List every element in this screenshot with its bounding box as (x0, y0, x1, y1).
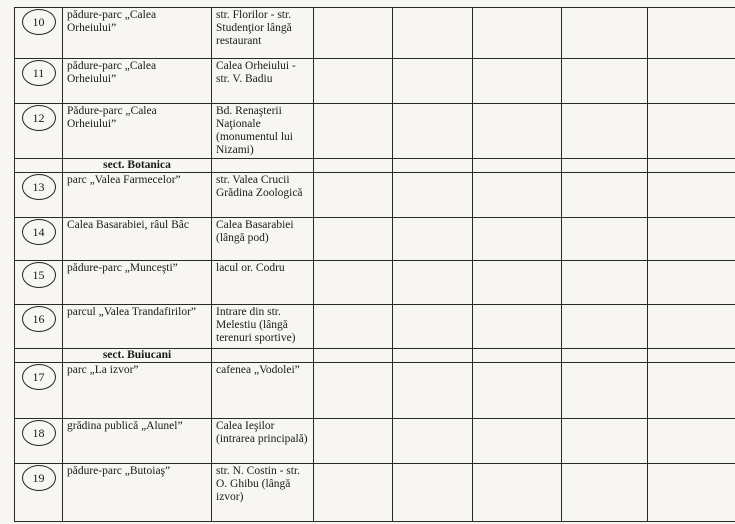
circled-number: 17 (22, 364, 56, 390)
empty-cell (473, 363, 562, 419)
location: str. N. Costin - str. O. Ghibu (lângă izvor) (212, 464, 314, 522)
parks-table (14, 7, 735, 522)
empty-cell (562, 173, 648, 218)
empty-cell (648, 464, 735, 522)
empty-cell (473, 8, 562, 59)
empty-cell (393, 261, 473, 305)
table-body (15, 8, 735, 522)
empty-cell (648, 261, 735, 305)
table-row (15, 305, 735, 349)
empty-cell (393, 104, 473, 159)
row-number-cell (15, 173, 63, 218)
table-row (15, 8, 735, 59)
park-name: Pădure-parc „Calea Orheiului” (63, 104, 212, 159)
section-row (15, 159, 735, 173)
empty-cell (473, 218, 562, 261)
empty-cell (314, 363, 393, 419)
location: lacul or. Codru (212, 261, 314, 305)
empty-cell (393, 218, 473, 261)
park-name: parcul „Valea Trandafirilor” (63, 305, 212, 349)
empty-cell (648, 8, 735, 59)
location: Calea Ieşilor (intrarea principală) (212, 419, 314, 464)
row-number-cell (15, 261, 63, 305)
empty-cell (562, 363, 648, 419)
park-name: Calea Basarabiei, râul Bâc (63, 218, 212, 261)
empty-cell (314, 419, 393, 464)
location: Calea Orheiului - str. V. Badiu (212, 59, 314, 104)
empty-cell (393, 419, 473, 464)
empty-cell (562, 305, 648, 349)
empty-cell (473, 159, 562, 173)
empty-cell (314, 464, 393, 522)
table-row (15, 464, 735, 522)
empty-cell (393, 349, 473, 363)
empty-cell (314, 305, 393, 349)
circled-number: 11 (22, 60, 56, 86)
row-number-cell (15, 218, 63, 261)
park-name: parc „Valea Farmecelor” (63, 173, 212, 218)
circled-number: 16 (22, 306, 56, 332)
circled-number: 12 (22, 105, 56, 131)
empty-cell (473, 261, 562, 305)
empty-cell (393, 8, 473, 59)
empty-cell (314, 59, 393, 104)
empty-cell (393, 173, 473, 218)
park-name: pădure-parc „Calea Orheiului” (63, 59, 212, 104)
row-number-cell (15, 305, 63, 349)
location: str. Florilor - str. Studenţior lângă restaurant (212, 8, 314, 59)
empty-cell (15, 159, 63, 173)
empty-cell (562, 104, 648, 159)
empty-cell (648, 218, 735, 261)
empty-cell (648, 363, 735, 419)
section-row (15, 349, 735, 363)
circled-number: 15 (22, 262, 56, 288)
empty-cell (562, 8, 648, 59)
location: str. Valea Crucii Grădina Zoologică (212, 173, 314, 218)
empty-cell (314, 8, 393, 59)
park-name: parc „La izvor” (63, 363, 212, 419)
park-name: pădure-parc „Calea Orheiului” (63, 8, 212, 59)
empty-cell (562, 464, 648, 522)
row-number-cell (15, 363, 63, 419)
empty-cell (314, 261, 393, 305)
table-row (15, 363, 735, 419)
empty-cell (393, 59, 473, 104)
row-number-cell (15, 419, 63, 464)
empty-cell (648, 173, 735, 218)
circled-number: 19 (22, 465, 56, 491)
location: Intrare din str. Melestiu (lângă terenuri sportive) (212, 305, 314, 349)
empty-cell (314, 173, 393, 218)
empty-cell (393, 363, 473, 419)
section-label: sect. Botanica (63, 159, 212, 173)
empty-cell (314, 218, 393, 261)
empty-cell (473, 419, 562, 464)
empty-cell (473, 104, 562, 159)
circled-number: 14 (22, 219, 56, 245)
empty-cell (314, 104, 393, 159)
row-number-cell (15, 8, 63, 59)
empty-cell (473, 349, 562, 363)
empty-cell (314, 349, 393, 363)
table-row (15, 419, 735, 464)
empty-cell (562, 159, 648, 173)
empty-cell (648, 104, 735, 159)
empty-cell (648, 59, 735, 104)
empty-cell (562, 349, 648, 363)
empty-cell (648, 419, 735, 464)
section-label: sect. Buiucani (63, 349, 212, 363)
circled-number: 10 (22, 9, 56, 35)
empty-cell (562, 419, 648, 464)
park-name: grădina publică „Alunel” (63, 419, 212, 464)
location: Calea Basarabiei (lângă pod) (212, 218, 314, 261)
row-number-cell (15, 59, 63, 104)
empty-cell (473, 59, 562, 104)
empty-cell (393, 464, 473, 522)
table-row (15, 173, 735, 218)
park-name: pădure-parc „Munceşti” (63, 261, 212, 305)
row-number-cell (15, 104, 63, 159)
empty-cell (473, 305, 562, 349)
empty-cell (212, 159, 314, 173)
empty-cell (648, 159, 735, 173)
empty-cell (562, 261, 648, 305)
circled-number: 18 (22, 420, 56, 446)
empty-cell (473, 173, 562, 218)
row-number-cell (15, 464, 63, 522)
empty-cell (314, 159, 393, 173)
circled-number: 13 (22, 174, 56, 200)
empty-cell (15, 349, 63, 363)
table-row (15, 218, 735, 261)
location: Bd. Renaşterii Naţionale (monumentul lui Nizami) (212, 104, 314, 159)
empty-cell (473, 464, 562, 522)
empty-cell (648, 305, 735, 349)
park-name: pădure-parc „Butoiaş” (63, 464, 212, 522)
table-row (15, 104, 735, 159)
location: cafenea „Vodolei” (212, 363, 314, 419)
empty-cell (562, 59, 648, 104)
empty-cell (393, 159, 473, 173)
table-row (15, 261, 735, 305)
table-row (15, 59, 735, 104)
empty-cell (393, 305, 473, 349)
empty-cell (648, 349, 735, 363)
empty-cell (212, 349, 314, 363)
empty-cell (562, 218, 648, 261)
